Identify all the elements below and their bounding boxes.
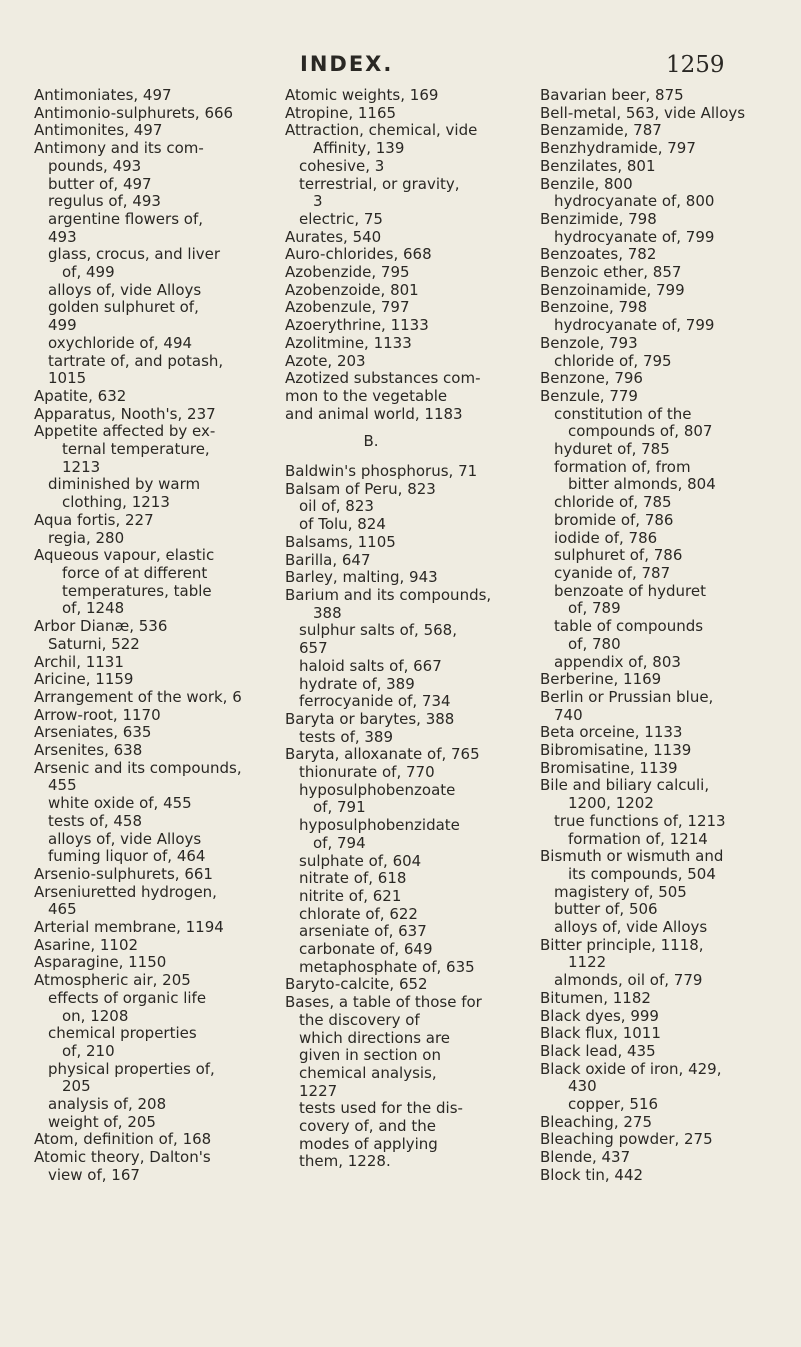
index-entry: Atomic weights, 169 xyxy=(285,87,439,104)
index-subentry: given in section on xyxy=(299,1046,441,1065)
index-subentry: copper, 516 xyxy=(568,1095,659,1114)
index-entry: Benzole, 793 xyxy=(540,333,638,352)
index-entry: and animal world, 1183 xyxy=(285,404,463,423)
index-entry: Arbor Dianæ, 536 xyxy=(34,617,168,636)
index-entry: Appetite affected by ex- xyxy=(34,422,216,441)
index-subentry: 1200, 1202 xyxy=(568,794,654,813)
index-subentry: 465 xyxy=(48,900,77,919)
index-subentry: hydrocyanate of, 799 xyxy=(554,316,715,335)
index-subentry: fuming liquor of, 464 xyxy=(48,847,206,866)
index-subentry: appendix of, 803 xyxy=(554,652,681,671)
index-entry: Auro-chlorides, 668 xyxy=(285,245,432,264)
index-subentry: hydrate of, 389 xyxy=(299,674,415,693)
index-entry: Bibromisatine, 1139 xyxy=(540,741,692,760)
index-entry: mon to the vegetable xyxy=(285,386,448,405)
index-subentry: sulphate of, 604 xyxy=(299,851,422,870)
index-entry: Arsenio-sulphurets, 661 xyxy=(34,864,213,883)
index-entry: Bromisatine, 1139 xyxy=(540,758,678,777)
index-subentry: nitrate of, 618 xyxy=(299,869,407,888)
index-subentry: terrestrial, or gravity, xyxy=(299,174,460,193)
index-subentry: 455 xyxy=(48,776,77,795)
index-entry: Blende, 437 xyxy=(540,1148,631,1167)
index-entry: Benzoinamide, 799 xyxy=(540,280,685,299)
index-column-3 xyxy=(540,87,772,1185)
index-subentry: clothing, 1213 xyxy=(62,493,170,512)
index-column-1 xyxy=(34,87,266,1185)
index-subentry: hyposulphobenzidate xyxy=(299,816,460,835)
index-entry: Black flux, 1011 xyxy=(540,1024,661,1043)
index-entry: Archil, 1131 xyxy=(34,652,124,671)
index-entry: Balsams, 1105 xyxy=(285,532,396,551)
index-subentry: 1015 xyxy=(48,369,87,388)
index-subentry: chemical properties xyxy=(48,1024,197,1043)
index-entry: Black oxide of iron, 429, xyxy=(540,1059,722,1078)
index-entry: Atmospheric air, 205 xyxy=(34,971,191,990)
index-subentry: butter of, 497 xyxy=(48,174,152,193)
index-entry: Baldwin's phosphorus, 71 xyxy=(285,462,478,481)
index-subentry: 430 xyxy=(568,1077,597,1096)
index-entry: Asarine, 1102 xyxy=(34,935,139,954)
index-entry: Atropine, 1165 xyxy=(285,103,397,122)
index-subentry: Saturni, 522 xyxy=(48,634,140,653)
index-subentry: of, 791 xyxy=(313,798,366,817)
index-subentry: 493 xyxy=(48,227,77,246)
index-entry: Antimonio-sulphurets, 666 xyxy=(34,103,234,122)
index-subentry: physical properties of, xyxy=(48,1059,215,1078)
index-entry: Azobenzoide, 801 xyxy=(285,280,419,299)
index-subentry: force of at different xyxy=(62,563,208,582)
index-subentry: ferrocyanide of, 734 xyxy=(299,692,451,711)
index-subentry: bromide of, 786 xyxy=(554,510,674,529)
index-entry: Benzoine, 798 xyxy=(540,298,648,317)
index-entry: Antimony and its com- xyxy=(34,139,204,158)
index-subentry: tartrate of, and potash, xyxy=(48,351,224,370)
index-subentry: golden sulphuret of, xyxy=(48,298,199,317)
index-entry: Bleaching powder, 275 xyxy=(540,1130,713,1149)
index-entry: Benzamide, 787 xyxy=(540,121,662,140)
index-subentry: temperatures, table xyxy=(62,581,212,600)
index-entry: Benzhydramide, 797 xyxy=(540,139,696,158)
index-subentry: carbonate of, 649 xyxy=(299,940,433,959)
index-entry: Apatite, 632 xyxy=(34,386,127,405)
index-subentry: which directions are xyxy=(299,1028,451,1047)
index-entry: Azoerythrine, 1133 xyxy=(285,316,429,335)
index-subentry: them, 1228. xyxy=(299,1152,391,1171)
index-subentry: hyposulphobenzoate xyxy=(299,780,456,799)
index-subentry: of, 794 xyxy=(313,833,366,852)
index-entry: Arsenic and its compounds, xyxy=(34,758,242,777)
index-subentry: regia, 280 xyxy=(48,528,125,547)
index-subentry: 657 xyxy=(299,639,328,658)
index-subentry: iodide of, 786 xyxy=(554,528,658,547)
index-subentry: hydrocyanate of, 800 xyxy=(554,192,715,211)
index-subentry: constitution of the xyxy=(554,404,692,423)
index-subentry: electric, 75 xyxy=(299,209,383,228)
index-subentry: modes of applying xyxy=(299,1134,438,1153)
index-subentry: tests of, 458 xyxy=(48,811,143,830)
index-entry: Baryta, alloxanate of, 765 xyxy=(285,745,480,764)
index-entry: Benzoic ether, 857 xyxy=(540,263,682,282)
index-entry: Arseniuretted hydrogen, xyxy=(34,882,217,901)
index-subentry: 740 xyxy=(554,705,583,724)
index-subentry: 388 xyxy=(313,603,342,622)
index-entry: Benzule, 779 xyxy=(540,386,638,405)
index-entry: Aurates, 540 xyxy=(285,227,382,246)
index-subentry: argentine flowers of, xyxy=(48,209,204,228)
index-subentry: formation of, from xyxy=(554,457,691,476)
index-subentry: oxychloride of, 494 xyxy=(48,333,193,352)
index-entry: Benzilates, 801 xyxy=(540,156,656,175)
index-subentry: regulus of, 493 xyxy=(48,192,161,211)
page-title: INDEX. xyxy=(300,52,394,76)
index-entry: Atomic theory, Dalton's xyxy=(34,1148,211,1167)
index-subentry: of, 1248 xyxy=(62,599,125,618)
index-subentry: hyduret of, 785 xyxy=(554,440,670,459)
index-subentry: table of compounds xyxy=(554,617,704,636)
index-subentry: on, 1208 xyxy=(62,1006,129,1025)
index-entry: Azote, 203 xyxy=(285,351,366,370)
index-entry: Black lead, 435 xyxy=(540,1041,656,1060)
index-entry: Block tin, 442 xyxy=(540,1165,644,1184)
index-subentry: arseniate of, 637 xyxy=(299,922,427,941)
index-entry: Azobenzide, 795 xyxy=(285,263,410,282)
page-header xyxy=(0,52,801,86)
index-subentry: bitter almonds, 804 xyxy=(568,475,716,494)
index-subentry: alloys of, vide Alloys xyxy=(48,829,202,848)
index-entry: Bile and biliary calculi, xyxy=(540,776,710,795)
section-letter: B. xyxy=(363,432,379,451)
index-subentry: oil of, 823 xyxy=(299,497,374,516)
index-subentry: of, 210 xyxy=(62,1041,115,1060)
index-subentry: covery of, and the xyxy=(299,1117,436,1136)
index-subentry: magistery of, 505 xyxy=(554,882,687,901)
index-subentry: cohesive, 3 xyxy=(299,156,385,175)
index-entry: Bases, a table of those for xyxy=(285,993,482,1012)
index-subentry: the discovery of xyxy=(299,1010,420,1029)
index-entry: Bitter principle, 1118, xyxy=(540,935,704,954)
index-entry: Azolitmine, 1133 xyxy=(285,333,412,352)
index-entry: Arterial membrane, 1194 xyxy=(34,918,224,937)
index-subentry: chloride of, 795 xyxy=(554,351,672,370)
index-entry: Asparagine, 1150 xyxy=(34,953,167,972)
index-entry: Benzimide, 798 xyxy=(540,209,657,228)
index-subentry: formation of, 1214 xyxy=(568,829,708,848)
index-subentry: white oxide of, 455 xyxy=(48,794,192,813)
index-entry: Baryto-calcite, 652 xyxy=(285,975,428,994)
index-entry: Arseniates, 635 xyxy=(34,723,152,742)
index-entry: Black dyes, 999 xyxy=(540,1006,659,1025)
index-subentry: ternal temperature, xyxy=(62,440,210,459)
index-entry: Bleaching, 275 xyxy=(540,1112,652,1131)
index-entry: Berlin or Prussian blue, xyxy=(540,687,714,706)
index-subentry: chemical analysis, xyxy=(299,1063,437,1082)
index-subentry: hydrocyanate of, 799 xyxy=(554,227,715,246)
index-entry: Arrow-root, 1170 xyxy=(34,705,161,724)
index-entry: Berberine, 1169 xyxy=(540,670,662,689)
index-entry: Aqua fortis, 227 xyxy=(34,510,154,529)
index-entry: Balsam of Peru, 823 xyxy=(285,479,436,498)
index-subentry: tests of, 389 xyxy=(299,727,394,746)
index-subentry: thionurate of, 770 xyxy=(299,763,435,782)
index-subentry: 1122 xyxy=(568,953,607,972)
index-entry: Azobenzule, 797 xyxy=(285,298,410,317)
index-subentry: its compounds, 504 xyxy=(568,864,716,883)
index-subentry: chlorate of, 622 xyxy=(299,904,418,923)
index-entry: Arsenites, 638 xyxy=(34,741,143,760)
index-subentry: haloid salts of, 667 xyxy=(299,656,442,675)
index-subentry: diminished by warm xyxy=(48,475,201,494)
index-entry: Arrangement of the work, 6 xyxy=(34,687,242,706)
index-entry: Bell-metal, 563, vide Alloys xyxy=(540,103,746,122)
index-entry: Atom, definition of, 168 xyxy=(34,1130,212,1149)
index-subentry: view of, 167 xyxy=(48,1165,140,1184)
index-subentry: cyanide of, 787 xyxy=(554,563,671,582)
index-subentry: glass, crocus, and liver xyxy=(48,245,221,264)
index-entry: Benzone, 796 xyxy=(540,369,643,388)
index-subentry: Affinity, 139 xyxy=(313,139,405,158)
index-subentry: pounds, 493 xyxy=(48,156,142,175)
index-subentry: benzoate of hyduret xyxy=(554,581,706,600)
index-subentry: of, 789 xyxy=(568,599,621,618)
index-entry: Antimonites, 497 xyxy=(34,121,163,140)
index-subentry: butter of, 506 xyxy=(554,900,658,919)
index-entry: Beta orceine, 1133 xyxy=(540,723,683,742)
index-subentry: effects of organic life xyxy=(48,988,207,1007)
index-entry: Bavarian beer, 875 xyxy=(540,87,684,104)
index-entry: Baryta or barytes, 388 xyxy=(285,709,455,728)
index-subentry: compounds of, 807 xyxy=(568,422,713,441)
index-subentry: weight of, 205 xyxy=(48,1112,156,1131)
index-entry: Aqueous vapour, elastic xyxy=(34,546,215,565)
index-entry: Antimoniates, 497 xyxy=(34,87,172,104)
index-subentry: of Tolu, 824 xyxy=(299,515,386,534)
page-number: 1259 xyxy=(666,52,725,78)
index-subentry: sulphur salts of, 568, xyxy=(299,621,457,640)
index-entry: Bitumen, 1182 xyxy=(540,988,651,1007)
index-subentry: sulphuret of, 786 xyxy=(554,546,683,565)
index-entry: Attraction, chemical, vide xyxy=(285,121,478,140)
index-subentry: 205 xyxy=(62,1077,91,1096)
index-subentry: alloys of, vide Alloys xyxy=(554,918,708,937)
index-subentry: almonds, oil of, 779 xyxy=(554,971,703,990)
index-entry: Barium and its compounds, xyxy=(285,585,492,604)
index-subentry: chloride of, 785 xyxy=(554,493,672,512)
index-entry: Bismuth or wismuth and xyxy=(540,847,724,866)
index-subentry: 1213 xyxy=(62,457,101,476)
index-subentry: 499 xyxy=(48,316,77,335)
index-subentry: true functions of, 1213 xyxy=(554,811,726,830)
index-subentry: of, 499 xyxy=(62,263,115,282)
index-subentry: of, 780 xyxy=(568,634,621,653)
index-column-2 xyxy=(285,87,517,1171)
index-entry: Apparatus, Nooth's, 237 xyxy=(34,404,216,423)
index-entry: Barley, malting, 943 xyxy=(285,568,438,587)
index-entry: Benzile, 800 xyxy=(540,174,633,193)
index-subentry: 1227 xyxy=(299,1081,338,1100)
index-subentry: analysis of, 208 xyxy=(48,1095,167,1114)
index-entry: Barilla, 647 xyxy=(285,550,371,569)
index-subentry: 3 xyxy=(313,192,323,211)
index-entry: Aricine, 1159 xyxy=(34,670,134,689)
index-entry: Benzoates, 782 xyxy=(540,245,657,264)
index-subentry: nitrite of, 621 xyxy=(299,886,402,905)
index-subentry: alloys of, vide Alloys xyxy=(48,280,202,299)
index-entry: Azotized substances com- xyxy=(285,369,481,388)
index-subentry: tests used for the dis- xyxy=(299,1099,463,1118)
index-subentry: metaphosphate of, 635 xyxy=(299,957,475,976)
